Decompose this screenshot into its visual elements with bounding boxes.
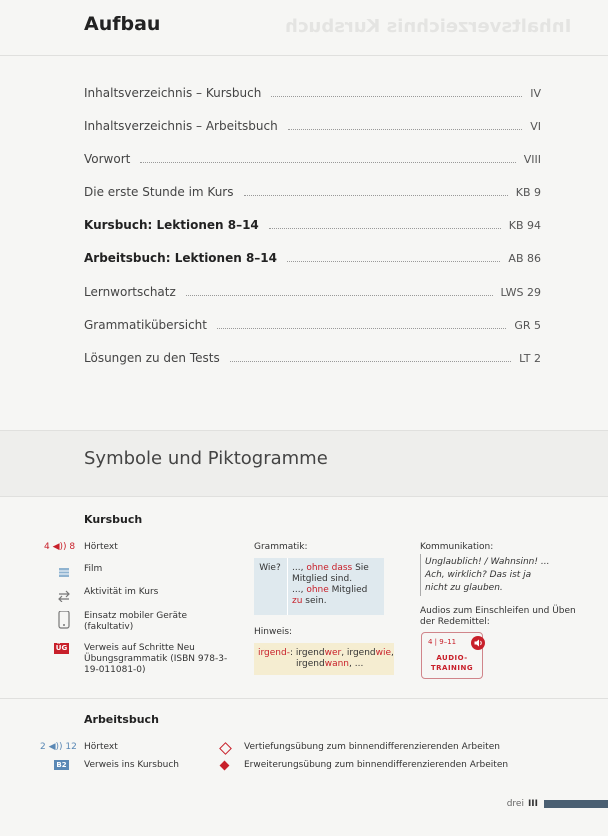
toc-label: Grammatikübersicht [84,318,207,332]
toc-label: Lernwortschatz [84,285,176,299]
audio-track-icon: 2 ◀)) 12 [40,742,77,752]
toc-leader [269,228,501,229]
legend-label: Verweis auf Schritte Neu Übungsgrammatik (ISBN 978-3-19-011081-0) [84,643,228,675]
toc-leader [287,261,500,262]
legend-item [40,611,234,633]
hint-text: irgend-: irgendwer, irgendwie, irgendwann, ... [258,648,394,669]
hint-box [254,643,394,675]
toc-label: Inhaltsverzeichnis – Kursbuch [84,86,262,100]
toc-row[interactable] [84,318,541,334]
audio-training-badge: 4 | 9–11 AUDIO- TRAINING [421,632,483,679]
grammar-ref-badge-icon: ÜG [55,644,68,652]
legend-item [40,742,234,754]
legend-label: Film [84,564,103,574]
hint-label: Hinweis: [254,627,293,637]
toc-row[interactable] [84,86,541,102]
communication-text: Unglaublich! / Wahnsinn! ... Ach, wirklich? Das ist ja nicht zu glauben. [425,557,550,593]
toc-label: Lösungen zu den Tests [84,351,220,365]
toc-leader [271,96,522,97]
toc-page: GR 5 [514,319,541,332]
toc-row[interactable] [84,152,541,168]
legend-item [40,760,234,772]
toc-leader [186,295,493,296]
audio-training-text: AUDIO- TRAINING [430,654,474,672]
legend-label: Verweis ins Kursbuch [84,760,180,770]
toc-row[interactable] [84,185,541,201]
show-through-text: Inhaltsverzeichnis Kursbuch [285,16,572,37]
legend-label: Einsatz mobiler Geräte (fakultativ) [84,611,188,632]
legend-item [40,542,234,554]
grammar-example-box [254,558,384,615]
grammar-divider [287,558,288,615]
activity-arrows-icon [40,587,80,599]
subsection-divider [0,698,608,699]
legend-label: Hörtext [84,542,118,552]
toc-page: KB 9 [515,186,541,199]
toc-page: VI [530,120,541,133]
footer-bar [544,800,608,808]
toc-label: Vorwort [84,152,131,166]
kursbuch-heading: Kursbuch [84,513,143,526]
page-number: drei III [507,799,608,809]
toc-label: Inhaltsverzeichnis – Arbeitsbuch [84,119,278,133]
audio-track-icon: 4 ◀)) 8 [44,542,76,552]
legend-item [40,643,234,676]
grammar-label: Grammatik: [254,542,308,552]
toc-row[interactable] [84,285,541,301]
toc-label: Arbeitsbuch: Lektionen 8–14 [84,251,278,265]
legend-label: Aktivität im Kurs [84,587,159,597]
toc-leader [230,361,511,362]
section-divider [0,430,608,431]
page-title: Aufbau [84,13,161,35]
toc-label: Die erste Stunde im Kurs [84,185,234,199]
toc-row[interactable] [84,218,541,234]
header-divider [0,55,608,56]
toc-page: LT 2 [519,352,541,365]
toc-page: IV [530,87,541,100]
audio-label: Audios zum Einschleifen und Üben der Redemittel: [420,606,576,627]
toc-page: AB 86 [508,252,541,265]
toc-row[interactable] [84,251,541,267]
toc-leader [140,162,515,163]
kursbuch-ref-badge-icon: B2 [40,760,80,772]
legend-label: Hörtext [84,742,118,752]
speaker-icon [471,636,485,650]
communication-label: Kommunikation: [420,542,494,552]
grammar-example-text: ..., ohne dass Sie Mitglied sind. ..., ohne Mitglied zu sein. [292,563,369,606]
toc-label: Kursbuch: Lektionen 8–14 [84,218,259,232]
section-divider [0,496,608,497]
toc-leader [217,328,506,329]
toc-leader [288,129,523,130]
grammar-question: Wie? [259,563,281,573]
toc-page: VIII [523,153,541,166]
legend-item [40,587,234,599]
arbeitsbuch-heading: Arbeitsbuch [84,713,159,726]
mobile-device-icon [40,611,80,629]
toc-page: KB 94 [508,219,541,232]
film-icon [40,564,80,576]
toc-page: LWS 29 [500,286,541,299]
legend-item [40,564,234,576]
section-title: Symbole und Piktogramme [84,448,328,469]
toc-row[interactable] [84,119,541,135]
toc-leader [244,195,508,196]
toc-row[interactable] [84,351,541,367]
communication-box [420,554,559,596]
